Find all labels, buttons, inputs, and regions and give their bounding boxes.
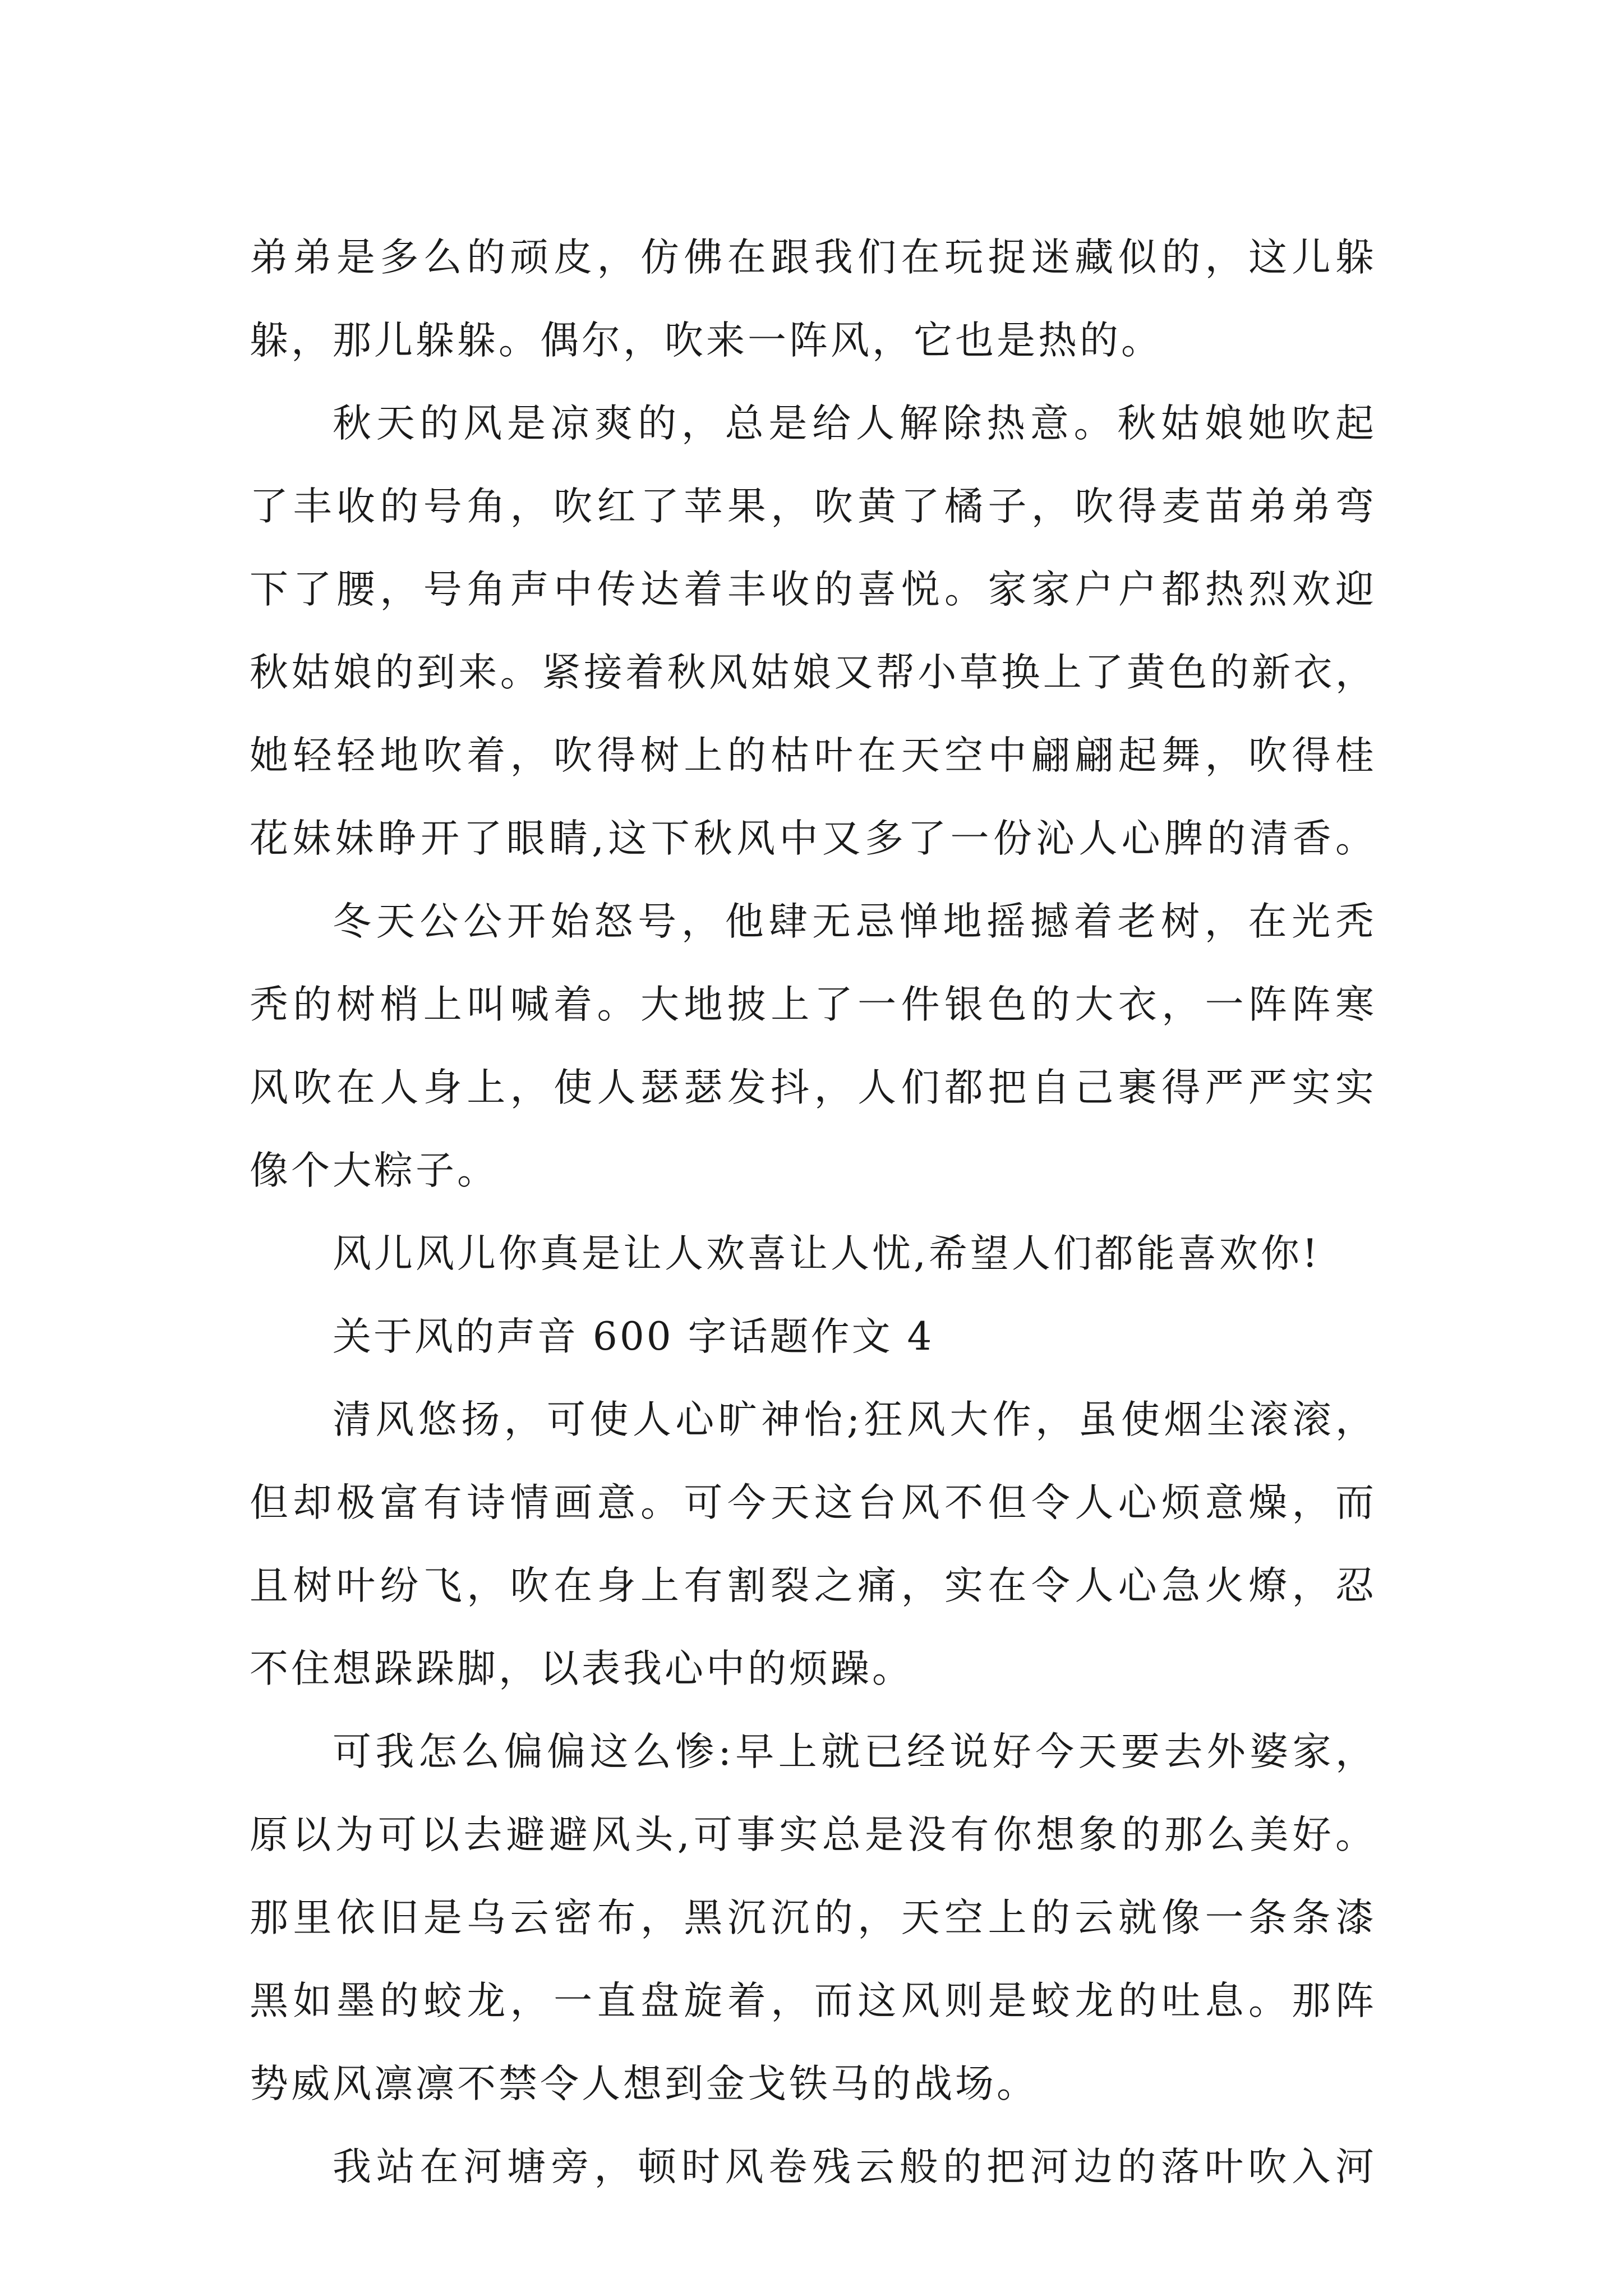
text-line: 但却极富有诗情画意。可今天这台风不但令人心烦意燥，而: [250, 1480, 1377, 1525]
text-line: 且树叶纷飞，吹在身上有割裂之痛，实在令人心急火燎，忍: [250, 1563, 1377, 1608]
text-line: 势威风凛凛不禁令人想到金戈铁马的战场。: [250, 2062, 1038, 2106]
text-line: 风儿风儿你真是让人欢喜让人忧,希望人们都能喜欢你!: [333, 1231, 1321, 1276]
text-line: 她轻轻地吹着，吹得树上的枯叶在天空中翩翩起舞，吹得桂: [250, 733, 1377, 778]
text-line: 躲，那儿躲躲。偶尔，吹来一阵风，它也是热的。: [250, 318, 1163, 363]
text-line: 不住想跺跺脚，以表我心中的烦躁。: [250, 1646, 914, 1691]
text-line: 花妹妹睁开了眼睛,这下秋风中又多了一份沁人心脾的清香。: [250, 816, 1377, 861]
text-line: 秋姑娘的到来。紧接着秋风姑娘又帮小草换上了黄色的新衣，: [250, 650, 1377, 695]
text-line: 了丰收的号角，吹红了苹果，吹黄了橘子，吹得麦苗弟弟弯: [250, 484, 1377, 529]
text-line: 秃的树梢上叫喊着。大地披上了一件银色的大衣，一阵阵寒: [250, 982, 1377, 1027]
text-line: 风吹在人身上，使人瑟瑟发抖，人们都把自己裹得严严实实: [250, 1065, 1377, 1110]
text-line: 清风悠扬，可使人心旷神怡;狂风大作，虽使烟尘滚滚，: [333, 1397, 1377, 1442]
text-line: 我站在河塘旁，顿时风卷残云般的把河边的落叶吹入河: [333, 2145, 1377, 2189]
text-line: 可我怎么偏偏这么惨:早上就已经说好今天要去外婆家，: [333, 1729, 1377, 1774]
text-line: 下了腰，号角声中传达着丰收的喜悦。家家户户都热烈欢迎: [250, 567, 1377, 612]
text-line: 那里依旧是乌云密布，黑沉沉的，天空上的云就像一条条漆: [250, 1895, 1377, 1940]
text-line: 黑如墨的蛟龙，一直盘旋着，而这风则是蛟龙的吐息。那阵: [250, 1978, 1377, 2023]
text-line: 像个大粽子。: [250, 1148, 499, 1193]
text-line: 原以为可以去避避风头,可事实总是没有你想象的那么美好。: [250, 1812, 1377, 1857]
section-heading: 关于风的声音 600 字话题作文 4: [333, 1314, 934, 1359]
text-line: 秋天的风是凉爽的，总是给人解除热意。秋姑娘她吹起: [333, 401, 1377, 446]
text-line: 弟弟是多么的顽皮，仿佛在跟我们在玩捉迷藏似的，这儿躲: [250, 235, 1377, 280]
body-text: [250, 216, 1377, 2208]
text-line: 冬天公公开始怒号，他肆无忌惮地摇撼着老树，在光秃: [333, 899, 1377, 944]
